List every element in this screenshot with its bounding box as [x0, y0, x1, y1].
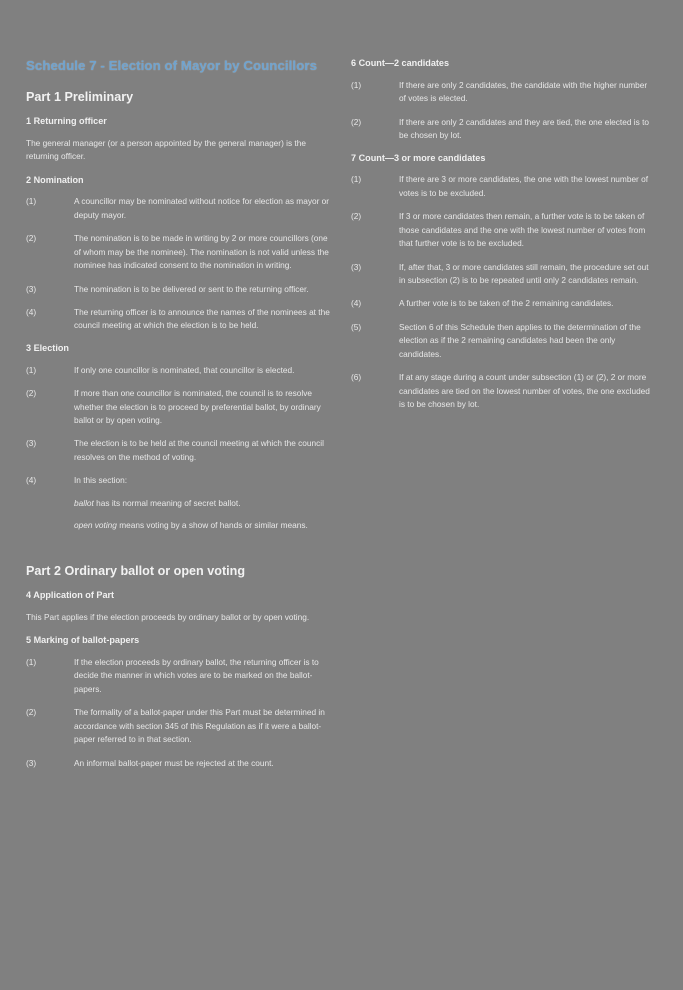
section-1-text: The general manager (or a person appointed by the general manager) is the returning officer. [26, 137, 306, 162]
subsection-number: (1) [351, 174, 362, 185]
subsection-text: If there are only 2 candidates and they are tied, the one elected is to be chosen by lot. [399, 116, 649, 141]
subsection-text: If there are 3 or more candidates, the one with the lowest number of votes is to be excluded. [399, 174, 649, 198]
subsection [26, 195, 331, 222]
subsection [351, 321, 656, 361]
subsection-text: A further vote is to be taken of the 2 remaining candidates. [399, 298, 614, 309]
definition-text: means voting by a show of hands or similar means. [116, 520, 308, 531]
subsection-number: (1) [26, 657, 37, 668]
definitions-intro: In this section: [74, 475, 128, 486]
definition-term: ballot [74, 497, 94, 508]
subsection [26, 387, 331, 427]
subsection [26, 364, 331, 377]
subsection-text: A councillor may be nominated without notice for election as mayor or deputy mayor. [74, 196, 330, 220]
definition-entry [74, 497, 331, 510]
section-4-text: This Part applies if the election proceeds by ordinary ballot or by open voting. [26, 611, 310, 622]
subsection [351, 173, 656, 200]
definition-entry [74, 519, 331, 532]
subsection [351, 116, 656, 143]
subsection-number: (6) [351, 372, 362, 383]
subsection [351, 79, 656, 106]
right-column [351, 58, 656, 422]
subsection-number: (2) [351, 116, 362, 127]
definition-term: open voting [74, 520, 117, 531]
subsection-text: Section 6 of this Schedule then applies to the determination of the election as if the 2 remaining candidates had been the only candidates. [399, 321, 641, 359]
subsection-text: The nomination is to be made in writing by 2 or more councillors (one of whom may be the nominee). The nomination is not valid unless the nominee has indicated consent to the nomination in writing. [74, 233, 329, 271]
subsection [351, 210, 656, 250]
subsection [351, 371, 656, 411]
subsection-text: The formality of a ballot-paper under this Part must be determined in accordance with section 345 of this Regulation as if it were a ballot-paper referred to in that section. [74, 707, 325, 745]
subsection [351, 261, 656, 288]
subsection [26, 437, 331, 464]
subsection [351, 297, 656, 310]
subsection [26, 283, 331, 296]
section-3-heading: 3 Election [26, 342, 69, 353]
subsection-number: (4) [26, 306, 37, 317]
part-1-heading: Part 1 Preliminary [26, 89, 134, 104]
definitions-subsection [26, 474, 331, 532]
subsection-number: (2) [26, 388, 37, 399]
part-2-heading: Part 2 Ordinary ballot or open voting [26, 563, 246, 578]
subsection-text: The returning officer is to announce the names of the nominees at the council meeting at which the election is to be held. [74, 306, 330, 331]
subsection-number: (3) [26, 438, 37, 449]
subsection-text: The nomination is to be delivered or sent to the returning officer. [74, 283, 309, 294]
schedule-title: Schedule 7 - Election of Mayor by Councillors [26, 58, 318, 73]
subsection [26, 306, 331, 333]
subsection-number: (5) [351, 321, 362, 332]
subsection [26, 656, 331, 696]
section-1-heading: 1 Returning officer [26, 115, 107, 126]
subsection-number: (3) [26, 757, 37, 768]
subsection-number: (4) [26, 475, 37, 486]
subsection [26, 757, 331, 770]
subsection-number: (1) [26, 364, 37, 375]
section-7-heading: 7 Count—3 or more candidates [351, 152, 486, 163]
subsection-number: (2) [26, 233, 37, 244]
subsection-text: If the election proceeds by ordinary ballot, the returning officer is to decide the manner in which votes are to be marked on the ballot-papers. [74, 657, 319, 694]
subsection-number: (2) [351, 211, 362, 222]
left-column [26, 58, 331, 780]
section-4-heading: 4 Application of Part [26, 589, 115, 600]
subsection-text: If more than one councillor is nominated, the council is to resolve whether the election is to proceed by preferential ballot, by ordinary ballot or by open voting. [74, 388, 321, 425]
subsection [26, 706, 331, 746]
subsection [26, 232, 331, 272]
subsection-number: (1) [26, 196, 37, 207]
subsection-text: If at any stage during a count under subsection (1) or (2), 2 or more candidates are tied on the lowest number of votes, the one excluded is to be chosen by lot. [399, 372, 650, 410]
subsection-text: If there are only 2 candidates, the candidate with the higher number of votes is elected. [399, 79, 648, 104]
definitions-block [74, 474, 331, 532]
subsection-text: The election is to be held at the council meeting at which the council resolves on the method of voting. [74, 438, 324, 462]
subsection-number: (2) [26, 707, 37, 718]
subsection-number: (3) [26, 283, 37, 294]
subsection-number: (4) [351, 298, 362, 309]
subsection-number: (3) [351, 261, 362, 272]
subsection-text: If only one councillor is nominated, that councillor is elected. [74, 364, 295, 375]
definition-text: has its normal meaning of secret ballot. [93, 497, 241, 508]
section-6-heading: 6 Count—2 candidates [351, 58, 450, 68]
subsection-text: If, after that, 3 or more candidates still remain, the procedure set out in subsection (2) is to be repeated until only 2 candidates remain. [399, 261, 649, 285]
subsection-number: (1) [351, 79, 362, 90]
subsection-text: An informal ballot-paper must be rejected at the count. [74, 757, 274, 768]
section-5-heading: 5 Marking of ballot-papers [26, 635, 140, 646]
subsection-text: If 3 or more candidates then remain, a further vote is to be taken of those candidates and the one with the lowest number of votes from that further vote is to be excluded. [399, 211, 646, 249]
section-2-heading: 2 Nomination [26, 174, 84, 185]
